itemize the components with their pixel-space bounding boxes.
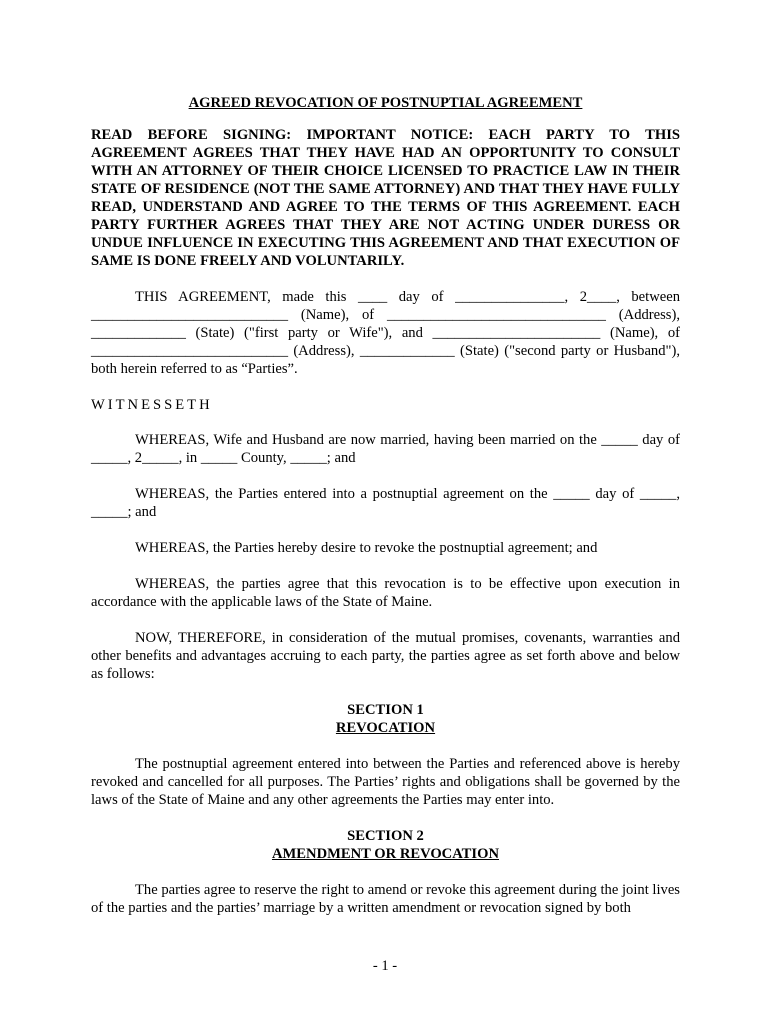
document-title: AGREED REVOCATION OF POSTNUPTIAL AGREEMENT	[188, 95, 583, 111]
whereas-clause-1: WHEREAS, Wife and Husband are now married, having been married on the _____ day of _____, 2_____, in _____ County, _____; and	[91, 432, 680, 466]
section-1-name: REVOCATION	[335, 720, 436, 736]
witnesseth-heading: WITNESSETH	[91, 397, 213, 413]
now-therefore-clause: NOW, THEREFORE, in consideration of the mutual promises, covenants, warranties and other benefits and advantages accruing to each party, the parties agree as set forth above and below as follows:	[91, 630, 680, 682]
important-notice: READ BEFORE SIGNING: IMPORTANT NOTICE: EACH PARTY TO THIS AGREEMENT AGREES THAT THEY HAVE HAD AN OPPORTUNITY TO CONSULT WITH AN ATTORNEY OF THEIR CHOICE LICENSED TO PRACTICE LAW IN THEIR STATE OF RESIDENCE (NOT THE SAME ATTORNEY) AND THAT THEY HAVE FULLY READ, UNDERSTAND AND AGREE TO THE TERMS OF THIS AGREEMENT. EACH PARTY FURTHER AGREES THAT THEY ARE NOT ACTING UNDER DURESS OR UNDUE INFLUENCE IN EXECUTING THIS AGREEMENT AND THAT EXECUTION OF SAME IS DONE FREELY AND VOLUNTARILY.	[91, 127, 680, 269]
section-1-number: SECTION 1	[347, 702, 424, 718]
section-2-text: The parties agree to reserve the right to amend or revoke this agreement during the joint lives of the parties and the parties’ marriage by a written amendment or revocation signed by both	[91, 882, 680, 916]
section-1-text: The postnuptial agreement entered into between the Parties and referenced above is hereby revoked and cancelled for all purposes. The Parties’ rights and obligations shall be governed by the laws of the State of Maine and any other agreements the Parties may enter into.	[91, 756, 680, 808]
whereas-clause-4: WHEREAS, the parties agree that this revocation is to be effective upon execution in accordance with the applicable laws of the State of Maine.	[91, 576, 680, 610]
section-2-number: SECTION 2	[347, 828, 424, 844]
page-number: - 1 -	[372, 958, 398, 974]
agreement-intro: THIS AGREEMENT, made this ____ day of _______________, 2____, between ___________________________ (Name), of ______________________________ (Address), _____________ (State) ("first party or Wife"), and _______________________ (Name), of ___________________________ (Address), _____________ (State) ("second party or Husband"), both herein referred to as “Parties”.	[91, 289, 680, 377]
whereas-clause-2: WHEREAS, the Parties entered into a postnuptial agreement on the _____ day of _____, _____; and	[91, 486, 680, 520]
section-1-heading	[91, 701, 680, 737]
section-2-name: AMENDMENT OR REVOCATION	[271, 846, 499, 862]
whereas-clause-3: WHEREAS, the Parties hereby desire to revoke the postnuptial agreement; and	[135, 540, 598, 556]
section-2-heading	[91, 827, 680, 863]
